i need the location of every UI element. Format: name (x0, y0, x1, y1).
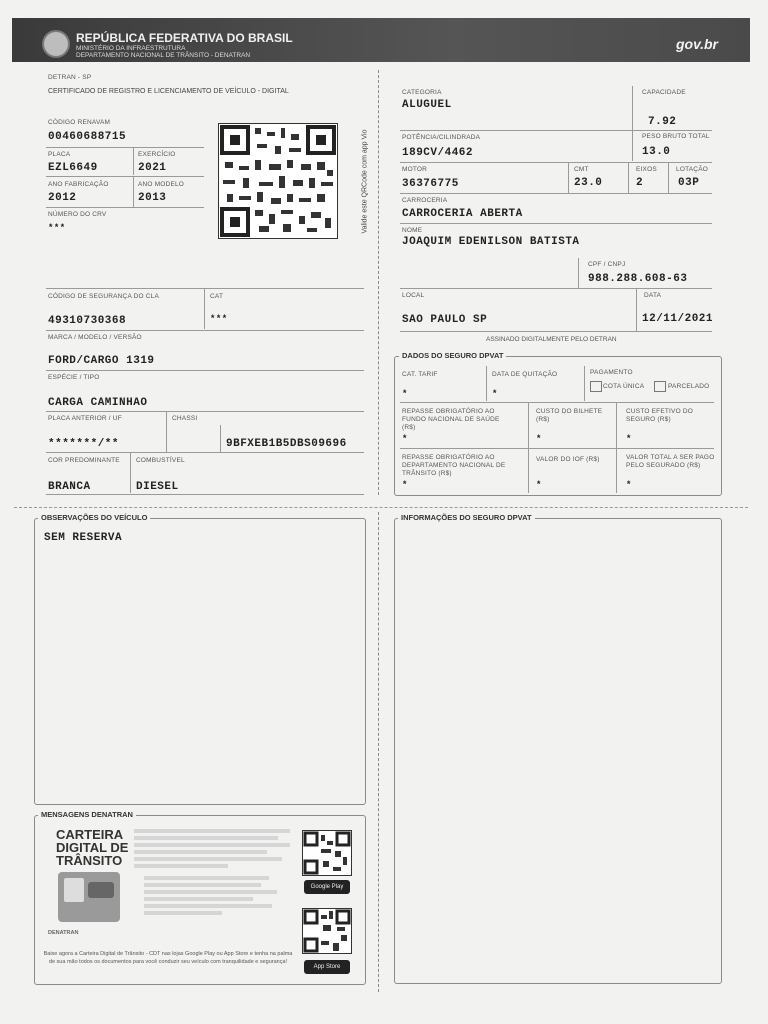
custo-bilhete-value: * (536, 434, 542, 444)
nome-value: JOAQUIM EDENILSON BATISTA (402, 236, 580, 248)
info-seguro-box (394, 518, 722, 984)
govbr-logo: gov.br (676, 36, 719, 52)
chassi-value: 9BFXEB1B5DBS09696 (226, 438, 347, 450)
app-store-label: App Store (313, 964, 341, 970)
placa-ant-value: *******/** (48, 438, 120, 450)
lotacao-label: LOTAÇÃO (676, 166, 708, 173)
placa-value: EZL6649 (48, 162, 98, 174)
categoria-label: CATEGORIA (402, 89, 442, 96)
mensagens-title: MENSAGENS DENATRAN (38, 810, 136, 819)
divider (46, 494, 364, 495)
iof-value: * (536, 480, 542, 490)
doc-title: CERTIFICADO DE REGISTRO E LICENCIAMENTO DE VEÍCULO - DIGITAL (48, 88, 289, 95)
exercicio-value: 2021 (138, 162, 167, 174)
divider (46, 452, 364, 453)
divider (220, 425, 221, 452)
cor-label: COR PREDOMINANTE (48, 457, 120, 464)
eixos-value: 2 (636, 177, 644, 189)
coat-of-arms-icon (42, 30, 70, 58)
crv-label: NÚMERO DO CRV (48, 211, 107, 218)
divider (166, 412, 167, 452)
repasse-saude-value: * (402, 434, 408, 444)
cmt-label: CMT (574, 166, 589, 173)
obs-title: OBSERVAÇÕES DO VEÍCULO (38, 513, 150, 522)
divider (584, 366, 585, 401)
combustivel-label: COMBUSTÍVEL (136, 457, 185, 464)
denatran-logo: DENATRAN (48, 930, 79, 936)
app-store-badge[interactable] (304, 960, 350, 974)
divider (46, 370, 364, 371)
pagamento-label: PAGAMENTO (590, 369, 633, 376)
qr-code-pattern-icon (303, 831, 351, 875)
qr-caption: Valide este QRCode com app Vio (361, 129, 369, 234)
issuer: DETRAN - SP (48, 74, 92, 81)
divider (400, 162, 712, 163)
cat-tarif-value: * (402, 389, 408, 399)
divider (632, 131, 633, 161)
total-value: * (626, 480, 632, 490)
placa-ant-label: PLACA ANTERIOR / UF (48, 415, 122, 422)
lotacao-value: 03P (678, 177, 700, 189)
capacidade-value: 7.92 (648, 116, 677, 128)
cdt-title-2: DIGITAL DE (56, 840, 129, 855)
divider (130, 453, 131, 493)
iof-label: VALOR DO IOF (R$) (536, 456, 600, 463)
divider (528, 449, 529, 493)
header-ministry: MINISTÉRIO DA INFRAESTRUTURA (76, 45, 186, 52)
cpf-value: 988.288.608-63 (588, 273, 688, 285)
divider (668, 163, 669, 193)
motor-label: MOTOR (402, 166, 428, 173)
carroceria-label: CARROCERIA (402, 197, 448, 204)
parcelado-label: PARCELADO (668, 383, 710, 390)
chassi-label: CHASSI (172, 415, 198, 422)
divider (400, 130, 712, 131)
google-play-qr[interactable] (302, 830, 352, 876)
custo-efetivo-label: CUSTO EFETIVO DO SEGURO (R$) (626, 408, 694, 423)
exercicio-label: EXERCÍCIO (138, 151, 176, 158)
ano-mod-label: ANO MODELO (138, 181, 185, 188)
qr-code-pattern-icon (219, 124, 337, 238)
cpf-label: CPF / CNPJ (588, 261, 626, 268)
placa-label: PLACA (48, 151, 71, 158)
cat-tarif-label: CAT. TARIF (402, 371, 438, 378)
local-value: SAO PAULO SP (402, 314, 488, 326)
cota-unica-label: COTA ÚNICA (603, 383, 645, 390)
renavam-label: CÓDIGO RENAVAM (48, 119, 111, 126)
cdt-title-1: CARTEIRA (56, 827, 124, 842)
qr-code-pattern-icon (303, 909, 351, 953)
phone-illustration-icon (58, 872, 120, 922)
repasse-denatran-label: REPASSE OBRIGATÓRIO AO DEPARTAMENTO NACIONAL DE TRÂNSITO (R$) (402, 454, 506, 477)
potencia-label: POTÊNCIA/CILINDRADA (402, 134, 481, 141)
cdt-title-3: TRÂNSITO (56, 853, 123, 868)
cat-label: CAT (210, 293, 224, 300)
assinado-text: ASSINADO DIGITALMENTE PELO DETRAN (486, 336, 617, 343)
capacidade-label: CAPACIDADE (642, 89, 686, 96)
combustivel-value: DIESEL (136, 481, 179, 493)
divider (46, 147, 204, 148)
divider (400, 288, 712, 289)
divider (486, 366, 487, 401)
divider (636, 289, 637, 331)
divider (46, 330, 364, 331)
local-label: LOCAL (402, 292, 425, 299)
ano-mod-value: 2013 (138, 192, 167, 204)
peso-label: PESO BRUTO TOTAL (642, 133, 710, 140)
divider (628, 163, 629, 193)
divider (46, 207, 204, 208)
divider (400, 402, 714, 403)
divider (616, 403, 617, 448)
data-quit-value: * (492, 389, 498, 399)
ano-fab-label: ANO FABRICAÇÃO (48, 181, 109, 188)
especie-label: ESPÉCIE / TIPO (48, 374, 100, 381)
obs-box (34, 518, 366, 805)
data-quit-label: DATA DE QUITAÇÃO (492, 371, 558, 378)
categoria-value: ALUGUEL (402, 99, 452, 111)
divider (204, 289, 205, 329)
peso-value: 13.0 (642, 146, 671, 158)
especie-value: CARGA CAMINHAO (48, 397, 148, 409)
divider (133, 177, 134, 207)
eixos-label: EIXOS (636, 166, 657, 173)
custo-efetivo-value: * (626, 434, 632, 444)
divider (46, 411, 364, 412)
repasse-saude-label: REPASSE OBRIGATÓRIO AO FUNDO NACIONAL DE SAÚDE (R$) (402, 408, 500, 431)
divider (568, 163, 569, 193)
header-country: REPÚBLICA FEDERATIVA DO BRASIL (76, 31, 293, 45)
divider (400, 331, 712, 332)
cat-value: *** (210, 314, 228, 324)
divider (578, 258, 579, 288)
obs-text: SEM RESERVA (44, 532, 123, 544)
repasse-denatran-value: * (402, 480, 408, 490)
fold-line-horizontal (14, 507, 748, 508)
app-store-qr[interactable] (302, 908, 352, 954)
potencia-value: 189CV/4462 (402, 147, 474, 159)
renavam-value: 00460688715 (48, 131, 127, 143)
divider (400, 223, 712, 224)
google-play-badge[interactable] (304, 880, 350, 894)
crv-value: *** (48, 223, 66, 233)
nome-label: NOME (402, 227, 423, 234)
cmt-value: 23.0 (574, 177, 603, 189)
divider (46, 176, 204, 177)
promo-text-block (134, 827, 290, 937)
cla-label: CÓDIGO DE SEGURANÇA DO CLA (48, 293, 160, 300)
total-label: VALOR TOTAL A SER PAGO PELO SEGURADO (R$) (626, 454, 715, 469)
divider (632, 86, 633, 130)
divider (528, 403, 529, 448)
cota-unica-checkbox[interactable] (590, 381, 602, 392)
ano-fab-value: 2012 (48, 192, 77, 204)
qr-code[interactable] (218, 123, 338, 239)
divider (400, 448, 714, 449)
header-department: DEPARTAMENTO NACIONAL DE TRÂNSITO - DENATRAN (76, 52, 251, 59)
fold-line-center (378, 70, 379, 495)
divider (616, 449, 617, 493)
dpvat-title: DADOS DO SEGURO DPVAT (399, 351, 506, 360)
divider (133, 148, 134, 175)
carroceria-value: CARROCERIA ABERTA (402, 208, 523, 220)
fold-line-center-lower (378, 512, 379, 992)
data-label: DATA (644, 292, 662, 299)
divider (46, 288, 364, 289)
data-value: 12/11/2021 (642, 313, 714, 325)
marca-value: FORD/CARGO 1319 (48, 355, 155, 367)
google-play-label: Google Play (310, 884, 344, 890)
cla-value: 49310730368 (48, 315, 127, 327)
motor-value: 36376775 (402, 178, 459, 190)
divider (400, 193, 712, 194)
cor-value: BRANCA (48, 481, 91, 493)
custo-bilhete-label: CUSTO DO BILHETE (R$) (536, 408, 603, 423)
marca-label: MARCA / MODELO / VERSÃO (48, 334, 142, 341)
info-seguro-title: INFORMAÇÕES DO SEGURO DPVAT (398, 513, 535, 522)
mensagens-footer: Baixe agora a Carteira Digital de Trânsito - CDT nas lojas Google Play ou App Store e tenha na palma de sua mão todos os documentos para você conduzir seu veículo com tranquilidade e segurança! (43, 951, 293, 965)
parcelado-checkbox[interactable] (654, 381, 666, 392)
